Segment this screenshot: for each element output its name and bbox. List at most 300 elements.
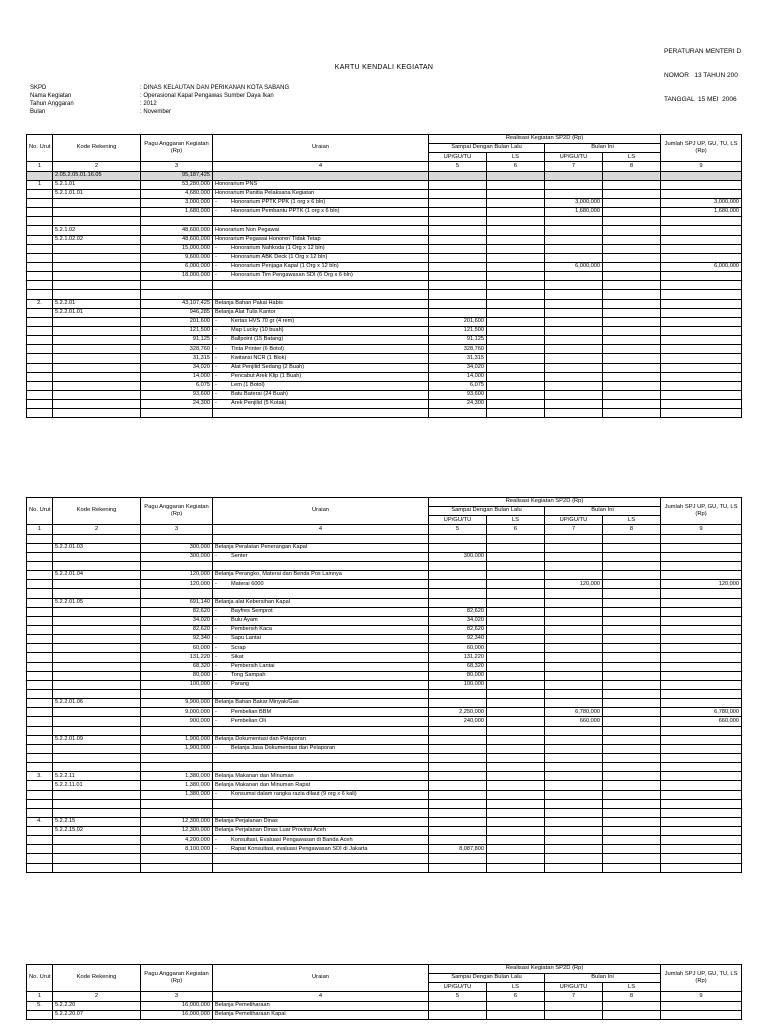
row-sampai-ls: [487, 662, 545, 671]
row-no-urut: [27, 635, 53, 644]
row-uraian: [213, 726, 429, 735]
row-sampai-ls: [487, 863, 545, 872]
header-pagu-anggaran: Pagu Anggaran Kegiatan (Rp): [141, 965, 213, 992]
row-jumlah-spj: [661, 653, 742, 662]
table-row: [27, 571, 742, 580]
row-sampai-up: [429, 272, 487, 281]
row-sampai-up: [429, 308, 487, 317]
meta-block: [30, 84, 289, 116]
row-uraian-text: Belanja Bahan Bakar Minyak/Gas: [215, 699, 299, 706]
row-uraian: [213, 208, 429, 217]
row-pagu-anggaran: 1,380,000: [141, 781, 213, 790]
row-uraian: [213, 180, 429, 189]
column-number: 3: [141, 162, 213, 171]
row-bulan-ini-up: [545, 180, 603, 189]
row-uraian: [213, 854, 429, 863]
row-pagu-anggaran: 91,125: [141, 336, 213, 345]
row-no-urut: [27, 552, 53, 561]
row-dash: -: [215, 608, 217, 614]
row-sampai-up: 240,000: [429, 717, 487, 726]
row-sampai-ls: [487, 262, 545, 271]
row-no-urut: [27, 763, 53, 772]
table-row: [27, 400, 742, 409]
row-sampai-ls: [487, 699, 545, 708]
row-bulan-ini-up: [545, 662, 603, 671]
row-uraian-text: Parang: [231, 681, 250, 688]
row-sampai-ls: [487, 607, 545, 616]
row-uraian: [213, 671, 429, 680]
row-kode-rekening: [53, 534, 141, 543]
row-sampai-ls: [487, 363, 545, 372]
row-sampai-ls: [487, 226, 545, 235]
column-number: 1: [27, 162, 53, 171]
row-uraian: [213, 644, 429, 653]
row-sampai-up: [429, 217, 487, 226]
row-bulan-ini-ls: [603, 372, 661, 381]
row-bulan-ini-ls: [603, 589, 661, 598]
row-pagu-anggaran: 4,680,000: [141, 189, 213, 198]
row-dash: -: [215, 354, 217, 361]
row-bulan-ini-up: 660,000: [545, 717, 603, 726]
header-ls: LS: [487, 516, 545, 525]
row-bulan-ini-up: [545, 735, 603, 744]
row-kode-rekening: 5.2.2.11.01: [53, 781, 141, 790]
row-uraian: [213, 753, 429, 762]
row-sampai-ls: [487, 244, 545, 253]
row-sampai-ls: [487, 390, 545, 399]
row-uraian: [213, 217, 429, 226]
table-row: [27, 290, 742, 299]
column-number: 2: [53, 525, 141, 534]
row-kode-rekening: [53, 680, 141, 689]
row-uraian-text: Pembelian Oli: [231, 717, 266, 724]
row-bulan-ini-ls: [603, 290, 661, 299]
row-uraian: [213, 552, 429, 561]
row-bulan-ini-ls: [603, 744, 661, 753]
row-sampai-up: 328,760: [429, 345, 487, 354]
row-jumlah-spj: [661, 836, 742, 845]
row-sampai-up: [429, 589, 487, 598]
row-sampai-ls: [487, 808, 545, 817]
row-sampai-ls: [487, 308, 545, 317]
table-row: [27, 552, 742, 561]
meta-row: [30, 108, 289, 116]
row-sampai-ls: [487, 772, 545, 781]
row-sampai-up: [429, 281, 487, 290]
row-sampai-up: [429, 799, 487, 808]
row-kode-rekening: [53, 400, 141, 409]
row-jumlah-spj: [661, 772, 742, 781]
table-row: [27, 390, 742, 399]
row-no-urut: [27, 400, 53, 409]
row-dash: -: [215, 263, 217, 270]
row-bulan-ini-ls: [603, 845, 661, 854]
row-jumlah-spj: [661, 763, 742, 772]
row-sampai-up: [429, 180, 487, 189]
row-bulan-ini-ls: [603, 808, 661, 817]
row-jumlah-spj: [661, 689, 742, 698]
header-sampai-bulan-lalu: Sampai Dengan Bulan Lalu: [429, 144, 545, 153]
row-pagu-anggaran: 53,280,000: [141, 180, 213, 189]
column-number: 7: [545, 525, 603, 534]
meta-value: : 2012: [140, 101, 157, 107]
row-kode-rekening: [53, 345, 141, 354]
row-sampai-up: [429, 226, 487, 235]
row-uraian: [213, 326, 429, 335]
row-sampai-ls: [487, 598, 545, 607]
row-no-urut: [27, 671, 53, 680]
row-dash: -: [215, 708, 217, 715]
row-sampai-ls: [487, 381, 545, 390]
row-bulan-ini-ls: [603, 1010, 661, 1019]
row-bulan-ini-ls: [603, 235, 661, 244]
row-pagu-anggaran: 691,140: [141, 598, 213, 607]
row-bulan-ini-up: [545, 543, 603, 552]
row-jumlah-spj: 660,000: [661, 717, 742, 726]
row-pagu-anggaran: [141, 689, 213, 698]
row-uraian: [213, 744, 429, 753]
row-sampai-ls: [487, 689, 545, 698]
row-bulan-ini-up: [545, 561, 603, 570]
table-row: [27, 827, 742, 836]
row-kode-rekening: [53, 561, 141, 570]
row-jumlah-spj: [661, 299, 742, 308]
row-sampai-ls: [487, 854, 545, 863]
row-kode-rekening: [53, 607, 141, 616]
row-uraian-text: Belanja Makanan dan Minuman Rapat: [215, 781, 311, 788]
table-row: [27, 589, 742, 598]
row-bulan-ini-ls: [603, 208, 661, 217]
row-uraian-text: Scrap: [231, 644, 246, 651]
row-jumlah-spj: [661, 543, 742, 552]
row-uraian: [213, 699, 429, 708]
row-no-urut: [27, 1010, 53, 1019]
row-bulan-ini-up: [545, 336, 603, 345]
row-kode-rekening: [53, 653, 141, 662]
row-bulan-ini-ls: [603, 817, 661, 826]
row-uraian-text: Batu Baterai (24 Buah): [231, 391, 288, 398]
row-uraian: [213, 253, 429, 262]
row-sampai-up: [429, 836, 487, 845]
row-no-urut: [27, 381, 53, 390]
row-jumlah-spj: [661, 180, 742, 189]
row-jumlah-spj: [661, 817, 742, 826]
row-uraian: [213, 409, 429, 418]
row-kode-rekening: 2.05.2.05.01.16.05: [53, 171, 141, 180]
row-uraian-text: Pembersih Kaca: [231, 626, 273, 633]
row-sampai-up: [429, 543, 487, 552]
row-jumlah-spj: [661, 790, 742, 799]
row-uraian-text: Honorarium Non Pegawai: [215, 226, 280, 233]
row-jumlah-spj: [661, 635, 742, 644]
row-jumlah-spj: [661, 561, 742, 570]
row-no-urut: [27, 845, 53, 854]
row-pagu-anggaran: 3,000,000: [141, 198, 213, 207]
row-uraian-text: Arek Penjilid (5 Kotak): [231, 400, 287, 407]
header-realisasi: Realisasi Kegiatan SP2D (Rp): [429, 965, 661, 974]
row-uraian-text: Belanja Perangko, Materai dan Benda Pos Lainnya: [215, 571, 342, 578]
row-kode-rekening: [53, 326, 141, 335]
row-bulan-ini-ls: [603, 653, 661, 662]
row-bulan-ini-up: [545, 253, 603, 262]
row-bulan-ini-ls: [603, 198, 661, 207]
row-bulan-ini-ls: [603, 354, 661, 363]
row-bulan-ini-ls: [603, 635, 661, 644]
row-pagu-anggaran: 24,300: [141, 400, 213, 409]
header-ls: LS: [603, 516, 661, 525]
row-dash: -: [215, 635, 217, 642]
row-pagu-anggaran: 1,900,000: [141, 744, 213, 753]
row-uraian: [213, 845, 429, 854]
row-kode-rekening: [53, 625, 141, 634]
row-uraian-text: Rapat Konsultasi, evaluasi Pengawasan SDI di Jakarta: [231, 845, 368, 852]
table-row: [27, 635, 742, 644]
row-kode-rekening: [53, 753, 141, 762]
header-kode-rekening: Kode Rekening: [53, 498, 141, 525]
row-pagu-anggaran: [141, 753, 213, 762]
row-kode-rekening: 5.2.2.01: [53, 299, 141, 308]
row-bulan-ini-up: [545, 863, 603, 872]
row-jumlah-spj: [661, 326, 742, 335]
row-dash: -: [215, 653, 217, 660]
row-sampai-up: 8,087,800: [429, 845, 487, 854]
row-kode-rekening: [53, 744, 141, 753]
row-dash: -: [215, 318, 217, 325]
row-bulan-ini-up: [545, 317, 603, 326]
row-bulan-ini-ls: [603, 598, 661, 607]
meta-label: Nama Kegiatan: [30, 93, 72, 99]
row-sampai-ls: [487, 180, 545, 189]
table-row: [27, 845, 742, 854]
row-uraian: [213, 189, 429, 198]
regulation-line: TANGGAL 15 MEI 2006: [664, 96, 737, 103]
row-uraian: [213, 763, 429, 772]
row-no-urut: [27, 336, 53, 345]
regulation-line: PERATURAN MENTERI D: [664, 48, 742, 55]
row-bulan-ini-up: [545, 345, 603, 354]
row-bulan-ini-ls: [603, 625, 661, 634]
table-row: [27, 598, 742, 607]
row-no-urut: [27, 372, 53, 381]
table-row: [27, 561, 742, 570]
row-sampai-ls: [487, 571, 545, 580]
row-dash: -: [215, 254, 217, 261]
row-pagu-anggaran: 328,760: [141, 345, 213, 354]
row-kode-rekening: 5.2.2.01.05: [53, 598, 141, 607]
row-uraian-text: Honorarium Penjaga Kapal (1 Org x 12 bln): [231, 263, 339, 270]
row-uraian-text: Belanja Makanan dan Minuman: [215, 772, 294, 779]
row-no-urut: [27, 390, 53, 399]
row-jumlah-spj: [661, 598, 742, 607]
row-jumlah-spj: [661, 281, 742, 290]
row-jumlah-spj: [661, 589, 742, 598]
row-bulan-ini-up: [545, 326, 603, 335]
row-pagu-anggaran: [141, 281, 213, 290]
header-uraian: Uraian: [213, 498, 429, 525]
row-bulan-ini-up: [545, 390, 603, 399]
row-uraian: [213, 336, 429, 345]
table-row: [27, 854, 742, 863]
header-bulan-ini: Bulan Ini: [545, 144, 661, 153]
row-no-urut: [27, 863, 53, 872]
row-pagu-anggaran: [141, 409, 213, 418]
row-kode-rekening: [53, 580, 141, 589]
row-pagu-anggaran: 9,000,000: [141, 708, 213, 717]
row-kode-rekening: [53, 854, 141, 863]
row-kode-rekening: [53, 381, 141, 390]
row-pagu-anggaran: 68,320: [141, 662, 213, 671]
row-uraian: [213, 799, 429, 808]
row-uraian: [213, 534, 429, 543]
row-uraian: [213, 836, 429, 845]
column-number: 7: [545, 992, 603, 1001]
header-realisasi: Realisasi Kegiatan SP2D (Rp): [429, 135, 661, 144]
table-row: [27, 208, 742, 217]
row-dash: -: [215, 681, 217, 688]
row-pagu-anggaran: [141, 808, 213, 817]
row-kode-rekening: 5.2.2.20.07: [53, 1010, 141, 1019]
row-pagu-anggaran: 82,620: [141, 625, 213, 634]
row-dash: -: [215, 372, 217, 379]
table-row: [27, 189, 742, 198]
row-sampai-up: [429, 571, 487, 580]
row-no-urut: [27, 790, 53, 799]
row-pagu-anggaran: 120,000: [141, 580, 213, 589]
row-pagu-anggaran: 121,500: [141, 326, 213, 335]
row-uraian: [213, 290, 429, 299]
row-pagu-anggaran: 31,315: [141, 354, 213, 363]
header-kode-rekening: Kode Rekening: [53, 965, 141, 992]
row-uraian-text: Belanja Alat Tulis Kantor: [215, 308, 276, 315]
row-bulan-ini-up: [545, 589, 603, 598]
row-uraian: [213, 272, 429, 281]
row-bulan-ini-ls: [603, 708, 661, 717]
row-no-urut: [27, 708, 53, 717]
row-pagu-anggaran: [141, 561, 213, 570]
row-uraian-text: Honorarium Panitia Pelaksana Kegiatan: [215, 190, 315, 197]
table-row: [27, 817, 742, 826]
row-uraian: [213, 235, 429, 244]
meta-label: Bulan: [30, 109, 46, 115]
row-uraian: [213, 680, 429, 689]
table-row: [27, 607, 742, 616]
row-no-urut: [27, 598, 53, 607]
row-jumlah-spj: [661, 381, 742, 390]
column-number: 6: [487, 992, 545, 1001]
row-kode-rekening: 5.2.1.01.01: [53, 189, 141, 198]
row-no-urut: [27, 836, 53, 845]
header-jumlah-spj: Jumlah SPJ UP, GU, TU, LS (Rp): [661, 965, 742, 992]
table-row: [27, 580, 742, 589]
row-bulan-ini-up: 1,680,000: [545, 208, 603, 217]
row-pagu-anggaran: 34,020: [141, 363, 213, 372]
table-row: [27, 180, 742, 189]
row-bulan-ini-ls: [603, 580, 661, 589]
row-bulan-ini-ls: [603, 534, 661, 543]
row-uraian: [213, 689, 429, 698]
row-dash: -: [215, 345, 217, 352]
table-row: [27, 534, 742, 543]
row-no-urut: [27, 735, 53, 744]
row-bulan-ini-ls: [603, 571, 661, 580]
row-sampai-up: [429, 189, 487, 198]
row-jumlah-spj: [661, 244, 742, 253]
table-row: [27, 644, 742, 653]
row-sampai-up: [429, 534, 487, 543]
row-bulan-ini-ls: [603, 262, 661, 271]
row-kode-rekening: [53, 409, 141, 418]
row-pagu-anggaran: 1,380,000: [141, 772, 213, 781]
row-bulan-ini-up: [545, 272, 603, 281]
row-sampai-ls: [487, 217, 545, 226]
row-sampai-ls: [487, 299, 545, 308]
table-row: [27, 317, 742, 326]
column-number: 2: [53, 992, 141, 1001]
row-bulan-ini-ls: [603, 827, 661, 836]
row-sampai-up: 6,075: [429, 381, 487, 390]
row-sampai-up: [429, 208, 487, 217]
row-uraian: [213, 317, 429, 326]
row-bulan-ini-ls: [603, 753, 661, 762]
row-sampai-up: [429, 409, 487, 418]
row-bulan-ini-ls: [603, 662, 661, 671]
row-kode-rekening: [53, 262, 141, 271]
row-dash: -: [215, 553, 217, 560]
row-bulan-ini-up: [545, 836, 603, 845]
row-pagu-anggaran: 16,000,000: [141, 1010, 213, 1019]
row-uraian-text: Senter: [231, 553, 248, 560]
row-no-urut: [27, 171, 53, 180]
row-kode-rekening: [53, 671, 141, 680]
row-bulan-ini-up: [545, 171, 603, 180]
row-bulan-ini-up: [545, 607, 603, 616]
table-row: [27, 198, 742, 207]
row-pagu-anggaran: 131,220: [141, 653, 213, 662]
row-pagu-anggaran: 93,600: [141, 390, 213, 399]
header-no-urut: No. Urut: [27, 135, 53, 162]
row-bulan-ini-ls: [603, 543, 661, 552]
row-pagu-anggaran: 201,600: [141, 317, 213, 326]
row-no-urut: [27, 561, 53, 570]
row-bulan-ini-up: [545, 281, 603, 290]
row-sampai-ls: [487, 235, 545, 244]
row-kode-rekening: [53, 662, 141, 671]
header-jumlah-spj: Jumlah SPJ UP, GU, TU, LS (Rp): [661, 498, 742, 525]
table-row: [27, 1001, 742, 1010]
row-pagu-anggaran: 6,000,000: [141, 262, 213, 271]
row-bulan-ini-up: [545, 763, 603, 772]
row-sampai-up: [429, 744, 487, 753]
row-bulan-ini-up: [545, 817, 603, 826]
row-no-urut: [27, 354, 53, 363]
row-pagu-anggaran: 48,600,000: [141, 235, 213, 244]
row-jumlah-spj: 3,000,000: [661, 198, 742, 207]
row-sampai-ls: [487, 580, 545, 589]
row-bulan-ini-up: [545, 299, 603, 308]
row-sampai-ls: [487, 708, 545, 717]
header-bulan-ini: Bulan Ini: [545, 974, 661, 983]
row-sampai-ls: [487, 208, 545, 217]
column-number: 4: [213, 992, 429, 1001]
row-uraian-text: Belanja alat Kebersihan Kapal: [215, 598, 290, 605]
row-dash: -: [215, 644, 217, 651]
row-jumlah-spj: [661, 726, 742, 735]
row-no-urut: [27, 589, 53, 598]
row-sampai-up: [429, 772, 487, 781]
row-sampai-up: [429, 262, 487, 271]
row-bulan-ini-ls: [603, 171, 661, 180]
row-sampai-up: [429, 763, 487, 772]
